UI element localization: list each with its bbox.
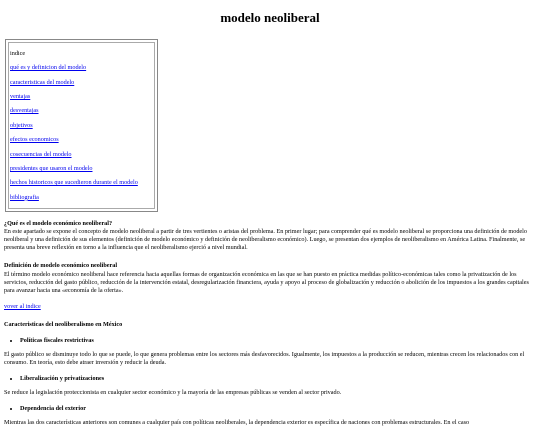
page-title: modelo neoliberal — [220, 10, 320, 25]
characteristic-text: Mientras las dos características anteriores son comunes a cualquier país con políticas neoliberales, la dependencia exterior es específica de naciones con problemas estructurales. En el caso — [4, 419, 470, 427]
toc-link-consecuencias[interactable]: cosecuencias del modelo — [10, 150, 72, 158]
toc-link-definicion[interactable]: qué es y definicion del modelo — [10, 64, 87, 72]
toc-link-bibliografia[interactable]: bibliografia — [10, 193, 39, 201]
characteristic-title: • Liberalización y privatizaciones — [20, 375, 536, 383]
back-to-index-link[interactable]: vover al indice — [4, 302, 41, 310]
intro-section — [4, 220, 536, 252]
toc-link-ventajas[interactable]: ventajas — [10, 93, 31, 101]
characteristic-text: El gasto público se disminuye todo lo que se puede, lo que genera problemas entre los sectores más desfavorecidos. Igualmente, los impuestos a la producción se reducen, mientras crecen los relacionados con el consumo. En teoría, esto debe atraer inversión y reducir la deuda. — [4, 350, 525, 366]
characteristic-list-3 — [4, 405, 536, 413]
index-heading: indice — [10, 49, 26, 57]
intro-text: En este apartado se expone el concepto de modelo neoliberal a partir de tres vertientes o aristas del problema. En primer lugar; para comprender qué es modelo neoliberal se proporciona una definición de modelo neoliberal y una definición de sus elementos (definición de modelo económico y definición de neoliberalismo económico). Luego, se presentan dos ejemplos de neoliberalismo en América Latina. Finalmente, se presenta una breve reflexión en torno a la influencia que el neoliberalismo ejerció a nivel mundial. — [4, 228, 527, 252]
characteristic-title: • Dependencia del exterior — [20, 405, 536, 413]
page — [0, 10, 540, 427]
definition-text: El término modelo económico neoliberal hace referencia hacia aquellas formas de organización económica en las que se han puesto en práctica medidas político-económicas tales como la privatización de los servicios, reducción del gasto público, reducción de la intervención estatal, desregularización financiera, ayuda y apoyo al proceso de globalización y reducción o abolición de los impuestos a los grandes capitales para avanzar hacia una «economía de la oferta». — [4, 270, 529, 294]
definition-heading: Definición de modelo económico neoliberal — [4, 262, 118, 270]
characteristic-title: • Políticas fiscales restrictivas — [20, 337, 536, 345]
index-table — [5, 39, 158, 212]
toc-link-desventajas[interactable]: desventajas — [10, 107, 39, 115]
characteristic-list-2 — [4, 375, 536, 383]
toc-link-caracteristicas[interactable]: caracteristicas del modelo — [10, 78, 75, 86]
intro-question: ¿Qué es el modelo económico neoliberal? — [4, 220, 113, 228]
definition-section — [4, 262, 536, 310]
toc-link-presidentes[interactable]: presidentes que usaron el modelo — [10, 165, 93, 173]
characteristic-text: Se reduce la legislación proteccionista en cualquier sector económico y la mayoría de las empresas públicas se venden al sector privado. — [4, 389, 342, 397]
characteristic-list-1 — [4, 337, 536, 345]
index-table-cell — [8, 42, 155, 209]
toc-link-objetivos[interactable]: objetivos — [10, 121, 33, 129]
toc-link-hechos[interactable]: hechos historicos que sucedieron durante el modelo — [10, 179, 138, 187]
characteristics-heading: Caracteristicas del neoliberalismo en México — [4, 320, 123, 328]
toc-link-efectos[interactable]: efectos economicos — [10, 136, 59, 144]
